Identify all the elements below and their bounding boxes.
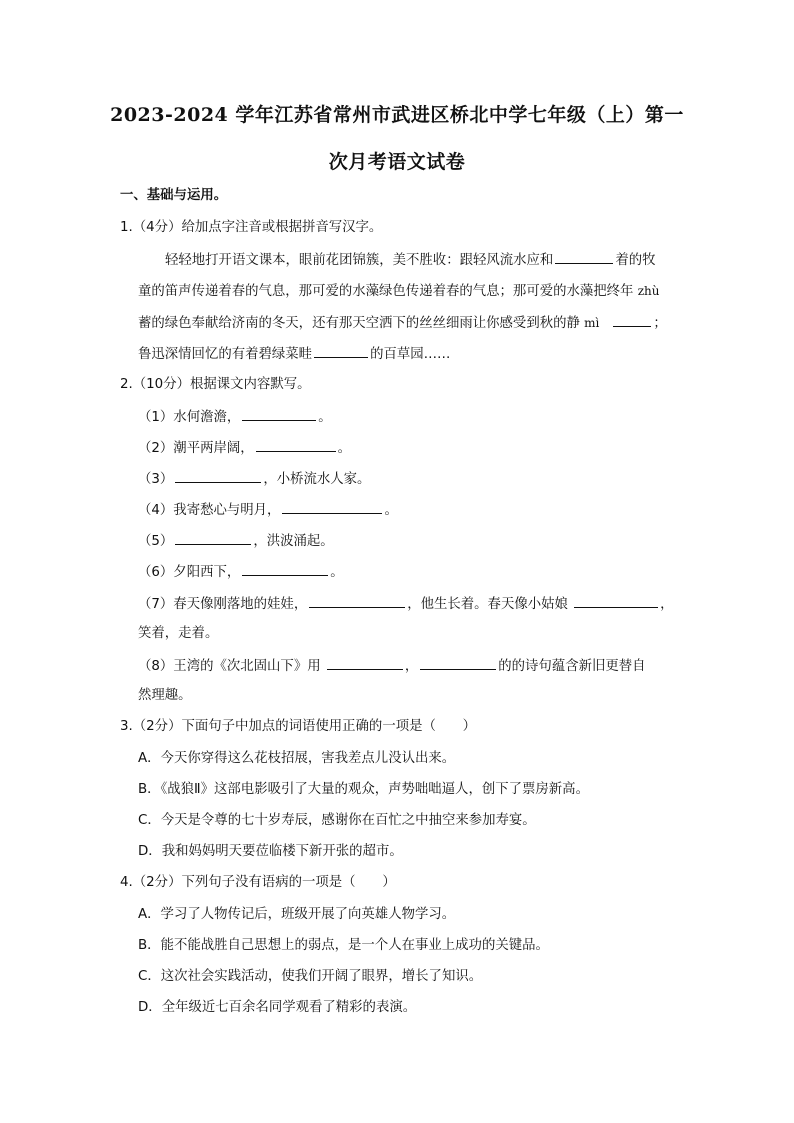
q2-heading: 2.（10分）根据课文内容默写。 [120,377,311,392]
q4-option-a[interactable]: A．学习了人物传记后，班级开展了向英雄人物学习。 [138,907,456,922]
q2-item-7-cont: 笑着，走着。 [138,626,219,641]
q2-blank-1[interactable] [242,407,316,421]
q2-item-7: （7）春天像刚落地的娃娃， ，他生长着。春天像小姑娘 ， [138,594,674,614]
q2-item-4: （4）我寄愁心与明月， 。 [138,500,398,520]
q2-blank-5[interactable] [175,531,251,545]
q4-heading: 4.（2分）下列句子没有语病的一项是（ ） [120,875,396,890]
exam-title-line2: 次月考语文试卷 [328,151,466,173]
q1-blank-3[interactable] [314,344,368,358]
q2-item-8-cont: 然理趣。 [138,688,192,703]
q3-option-d[interactable]: D．我和妈妈明天要莅临楼下新开张的超市。 [138,844,403,859]
q1-passage-line4: 鲁迅深情回忆的有着碧绿菜畦 的百草园…… [138,344,450,364]
q1-blank-1[interactable] [555,250,613,264]
q2-blank-4[interactable] [282,500,382,514]
q4-option-b[interactable]: B．能不能战胜自己思想上的弱点，是一个人在事业上成功的关键品。 [138,938,549,953]
q1-blank-2[interactable] [613,313,651,327]
q2-blank-3[interactable] [175,469,261,483]
q4-option-c[interactable]: C．这次社会实践活动，使我们开阔了眼界，增长了知识。 [138,969,483,984]
q3-heading: 3.（2分）下面句子中加点的词语使用正确的一项是（ ） [120,719,477,734]
q2-item-2: （2）潮平两岸阔， 。 [138,438,351,458]
q2-blank-2[interactable] [256,438,336,452]
q2-item-6: （6）夕阳西下， 。 [138,562,344,582]
section-heading: 一、基础与运用。 [120,188,228,203]
q2-blank-7[interactable] [309,594,405,608]
q3-option-b[interactable]: B．《战狼Ⅱ》这部电影吸引了大量的观众，声势咄咄逼人，创下了票房新高。 [138,782,589,797]
q3-option-a[interactable]: A．今天你穿得这么花枝招展，害我差点儿没认出来。 [138,751,456,766]
q3-option-c[interactable]: C．今天是令尊的七十岁寿辰，感谢你在百忙之中抽空来参加寿宴。 [138,813,536,828]
exam-title-line1: 2023-2024 学年江苏省常州市武进区桥北中学七年级（上）第一 [110,104,684,126]
q2-blank-9[interactable] [327,656,403,670]
q1-passage-line2: 童的笛声传递着春的气息，那可爱的水藻绿色传递着春的气息；那可爱的水藻把终年 zhù [138,284,660,299]
q1-heading: 1.（4分）给加点字注音或根据拼音写汉字。 [120,220,383,235]
q2-blank-6[interactable] [242,562,328,576]
q2-blank-8[interactable] [574,594,658,608]
q2-item-3: （3） ，小桥流水人家。 [138,469,370,489]
q2-item-1: （1）水何澹澹， 。 [138,407,332,427]
q4-option-d[interactable]: D．全年级近七百余名同学观看了精彩的表演。 [138,1000,417,1015]
q2-item-8: （8）王湾的《次北固山下》用 ， 的的诗句蕴含新旧更替自 [138,656,646,676]
q2-blank-10[interactable] [420,656,496,670]
q1-passage-line3: 蓄的绿色奉献给济南的冬天，还有那天空洒下的丝丝细雨让你感受到秋的静 mì ； [138,313,667,333]
q2-item-5: （5） ，洪波涌起。 [138,531,334,551]
q1-passage-line1: 轻轻地打开语文课本，眼前花团锦簇，美不胜收：跟轻风流水应和 着的牧 [165,250,656,270]
